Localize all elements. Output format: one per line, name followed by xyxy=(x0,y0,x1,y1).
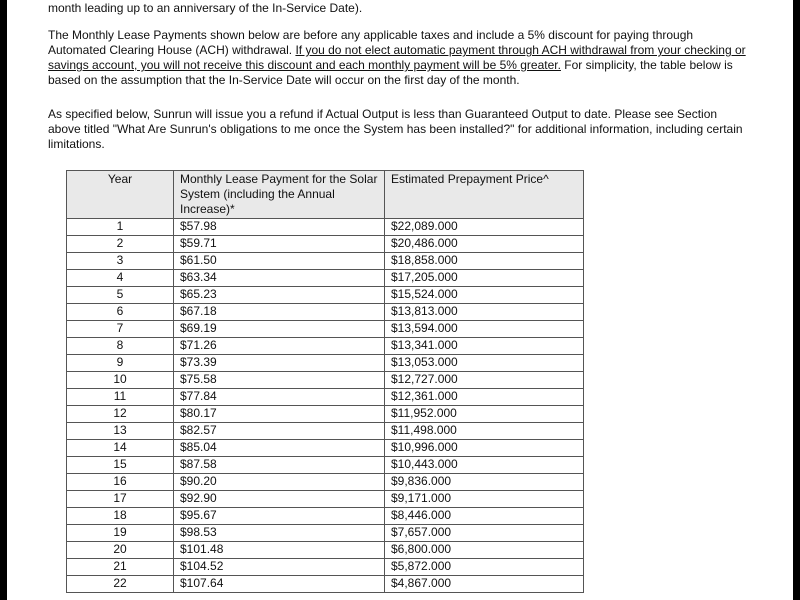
cell-monthly-payment: $80.17 xyxy=(174,406,385,423)
table-row xyxy=(67,304,584,321)
cell-prepayment-price: $22,089.000 xyxy=(385,219,584,236)
cell-prepayment-price: $5,872.000 xyxy=(385,559,584,576)
table-row xyxy=(67,474,584,491)
table-row xyxy=(67,423,584,440)
table-row xyxy=(67,338,584,355)
table-row xyxy=(67,321,584,338)
cell-year: 21 xyxy=(67,559,174,576)
cell-prepayment-price: $12,361.000 xyxy=(385,389,584,406)
cell-monthly-payment: $77.84 xyxy=(174,389,385,406)
cell-prepayment-price: $4,867.000 xyxy=(385,576,584,593)
cell-year: 12 xyxy=(67,406,174,423)
cell-monthly-payment: $63.34 xyxy=(174,270,385,287)
header-monthly-payment: Monthly Lease Payment for the Solar System (including the Annual Increase)* xyxy=(174,171,385,219)
cell-prepayment-price: $13,813.000 xyxy=(385,304,584,321)
cell-prepayment-price: $17,205.000 xyxy=(385,270,584,287)
table-row xyxy=(67,389,584,406)
cell-year: 20 xyxy=(67,542,174,559)
cell-year: 14 xyxy=(67,440,174,457)
cell-prepayment-price: $7,657.000 xyxy=(385,525,584,542)
table-row xyxy=(67,270,584,287)
paragraph-in-service-date xyxy=(48,1,748,16)
cell-monthly-payment: $57.98 xyxy=(174,219,385,236)
cell-monthly-payment: $71.26 xyxy=(174,338,385,355)
table-row xyxy=(67,355,584,372)
table-row xyxy=(67,236,584,253)
cell-monthly-payment: $107.64 xyxy=(174,576,385,593)
cell-prepayment-price: $10,996.000 xyxy=(385,440,584,457)
cell-prepayment-price: $13,341.000 xyxy=(385,338,584,355)
table-row xyxy=(67,372,584,389)
cell-prepayment-price: $10,443.000 xyxy=(385,457,584,474)
cell-year: 15 xyxy=(67,457,174,474)
table-row xyxy=(67,287,584,304)
lease-payment-table xyxy=(66,170,584,593)
cell-monthly-payment: $98.53 xyxy=(174,525,385,542)
ach-warning-underlined: If you do not elect automatic payment through ACH withdrawal from your checking or savings account, you will not receive this discount and each monthly payment will be 5% greater. xyxy=(48,43,746,72)
cell-year: 2 xyxy=(67,236,174,253)
paragraph-ach-discount xyxy=(48,28,748,88)
cell-monthly-payment: $90.20 xyxy=(174,474,385,491)
paragraph-text: The Monthly Lease Payments shown below are before any applicable taxes and include a 5% discount for paying through Automated Clearing House (ACH) withdrawal. xyxy=(48,28,694,57)
cell-monthly-payment: $101.48 xyxy=(174,542,385,559)
cell-prepayment-price: $11,952.000 xyxy=(385,406,584,423)
table-row xyxy=(67,508,584,525)
cell-monthly-payment: $67.18 xyxy=(174,304,385,321)
cell-prepayment-price: $13,594.000 xyxy=(385,321,584,338)
cell-prepayment-price: $9,171.000 xyxy=(385,491,584,508)
cell-prepayment-price: $18,858.000 xyxy=(385,253,584,270)
table-row xyxy=(67,457,584,474)
cell-monthly-payment: $61.50 xyxy=(174,253,385,270)
cell-prepayment-price: $13,053.000 xyxy=(385,355,584,372)
cell-monthly-payment: $59.71 xyxy=(174,236,385,253)
paragraph-text: month leading up to an anniversary of the In-Service Date). xyxy=(48,1,363,15)
table-body xyxy=(67,219,584,593)
cell-monthly-payment: $75.58 xyxy=(174,372,385,389)
cell-monthly-payment: $73.39 xyxy=(174,355,385,372)
cell-prepayment-price: $15,524.000 xyxy=(385,287,584,304)
cell-monthly-payment: $95.67 xyxy=(174,508,385,525)
cell-monthly-payment: $104.52 xyxy=(174,559,385,576)
table-header-row xyxy=(67,171,584,219)
document-page xyxy=(7,0,793,600)
cell-year: 11 xyxy=(67,389,174,406)
table-row xyxy=(67,525,584,542)
paragraph-text: For simplicity, the table below is based on the assumption that the In-Service Date will occur on the first day of the month. xyxy=(48,58,733,87)
cell-year: 16 xyxy=(67,474,174,491)
cell-prepayment-price: $8,446.000 xyxy=(385,508,584,525)
header-year: Year xyxy=(67,171,174,219)
cell-year: 10 xyxy=(67,372,174,389)
paragraph-refund xyxy=(48,107,748,152)
cell-monthly-payment: $85.04 xyxy=(174,440,385,457)
cell-monthly-payment: $82.57 xyxy=(174,423,385,440)
cell-year: 17 xyxy=(67,491,174,508)
cell-year: 5 xyxy=(67,287,174,304)
cell-prepayment-price: $12,727.000 xyxy=(385,372,584,389)
cell-year: 13 xyxy=(67,423,174,440)
table-row xyxy=(67,559,584,576)
cell-year: 7 xyxy=(67,321,174,338)
table-row xyxy=(67,491,584,508)
cell-year: 1 xyxy=(67,219,174,236)
cell-year: 22 xyxy=(67,576,174,593)
cell-monthly-payment: $87.58 xyxy=(174,457,385,474)
cell-prepayment-price: $9,836.000 xyxy=(385,474,584,491)
cell-year: 3 xyxy=(67,253,174,270)
header-prepayment-price: Estimated Prepayment Price^ xyxy=(385,171,584,219)
cell-prepayment-price: $6,800.000 xyxy=(385,542,584,559)
paragraph-text: As specified below, Sunrun will issue you a refund if Actual Output is less than Guaranteed Output to date. Please see Section above titled "What Are Sunrun's obligations to me once the System has been installed?" for additional information, including certain limitations. xyxy=(48,107,743,151)
cell-year: 18 xyxy=(67,508,174,525)
table-row xyxy=(67,440,584,457)
cell-year: 4 xyxy=(67,270,174,287)
cell-prepayment-price: $20,486.000 xyxy=(385,236,584,253)
cell-monthly-payment: $65.23 xyxy=(174,287,385,304)
cell-monthly-payment: $69.19 xyxy=(174,321,385,338)
table-row xyxy=(67,542,584,559)
cell-year: 6 xyxy=(67,304,174,321)
table-row xyxy=(67,576,584,593)
cell-year: 8 xyxy=(67,338,174,355)
table-row xyxy=(67,253,584,270)
cell-year: 9 xyxy=(67,355,174,372)
cell-monthly-payment: $92.90 xyxy=(174,491,385,508)
cell-prepayment-price: $11,498.000 xyxy=(385,423,584,440)
table-row xyxy=(67,406,584,423)
table-row xyxy=(67,219,584,236)
cell-year: 19 xyxy=(67,525,174,542)
